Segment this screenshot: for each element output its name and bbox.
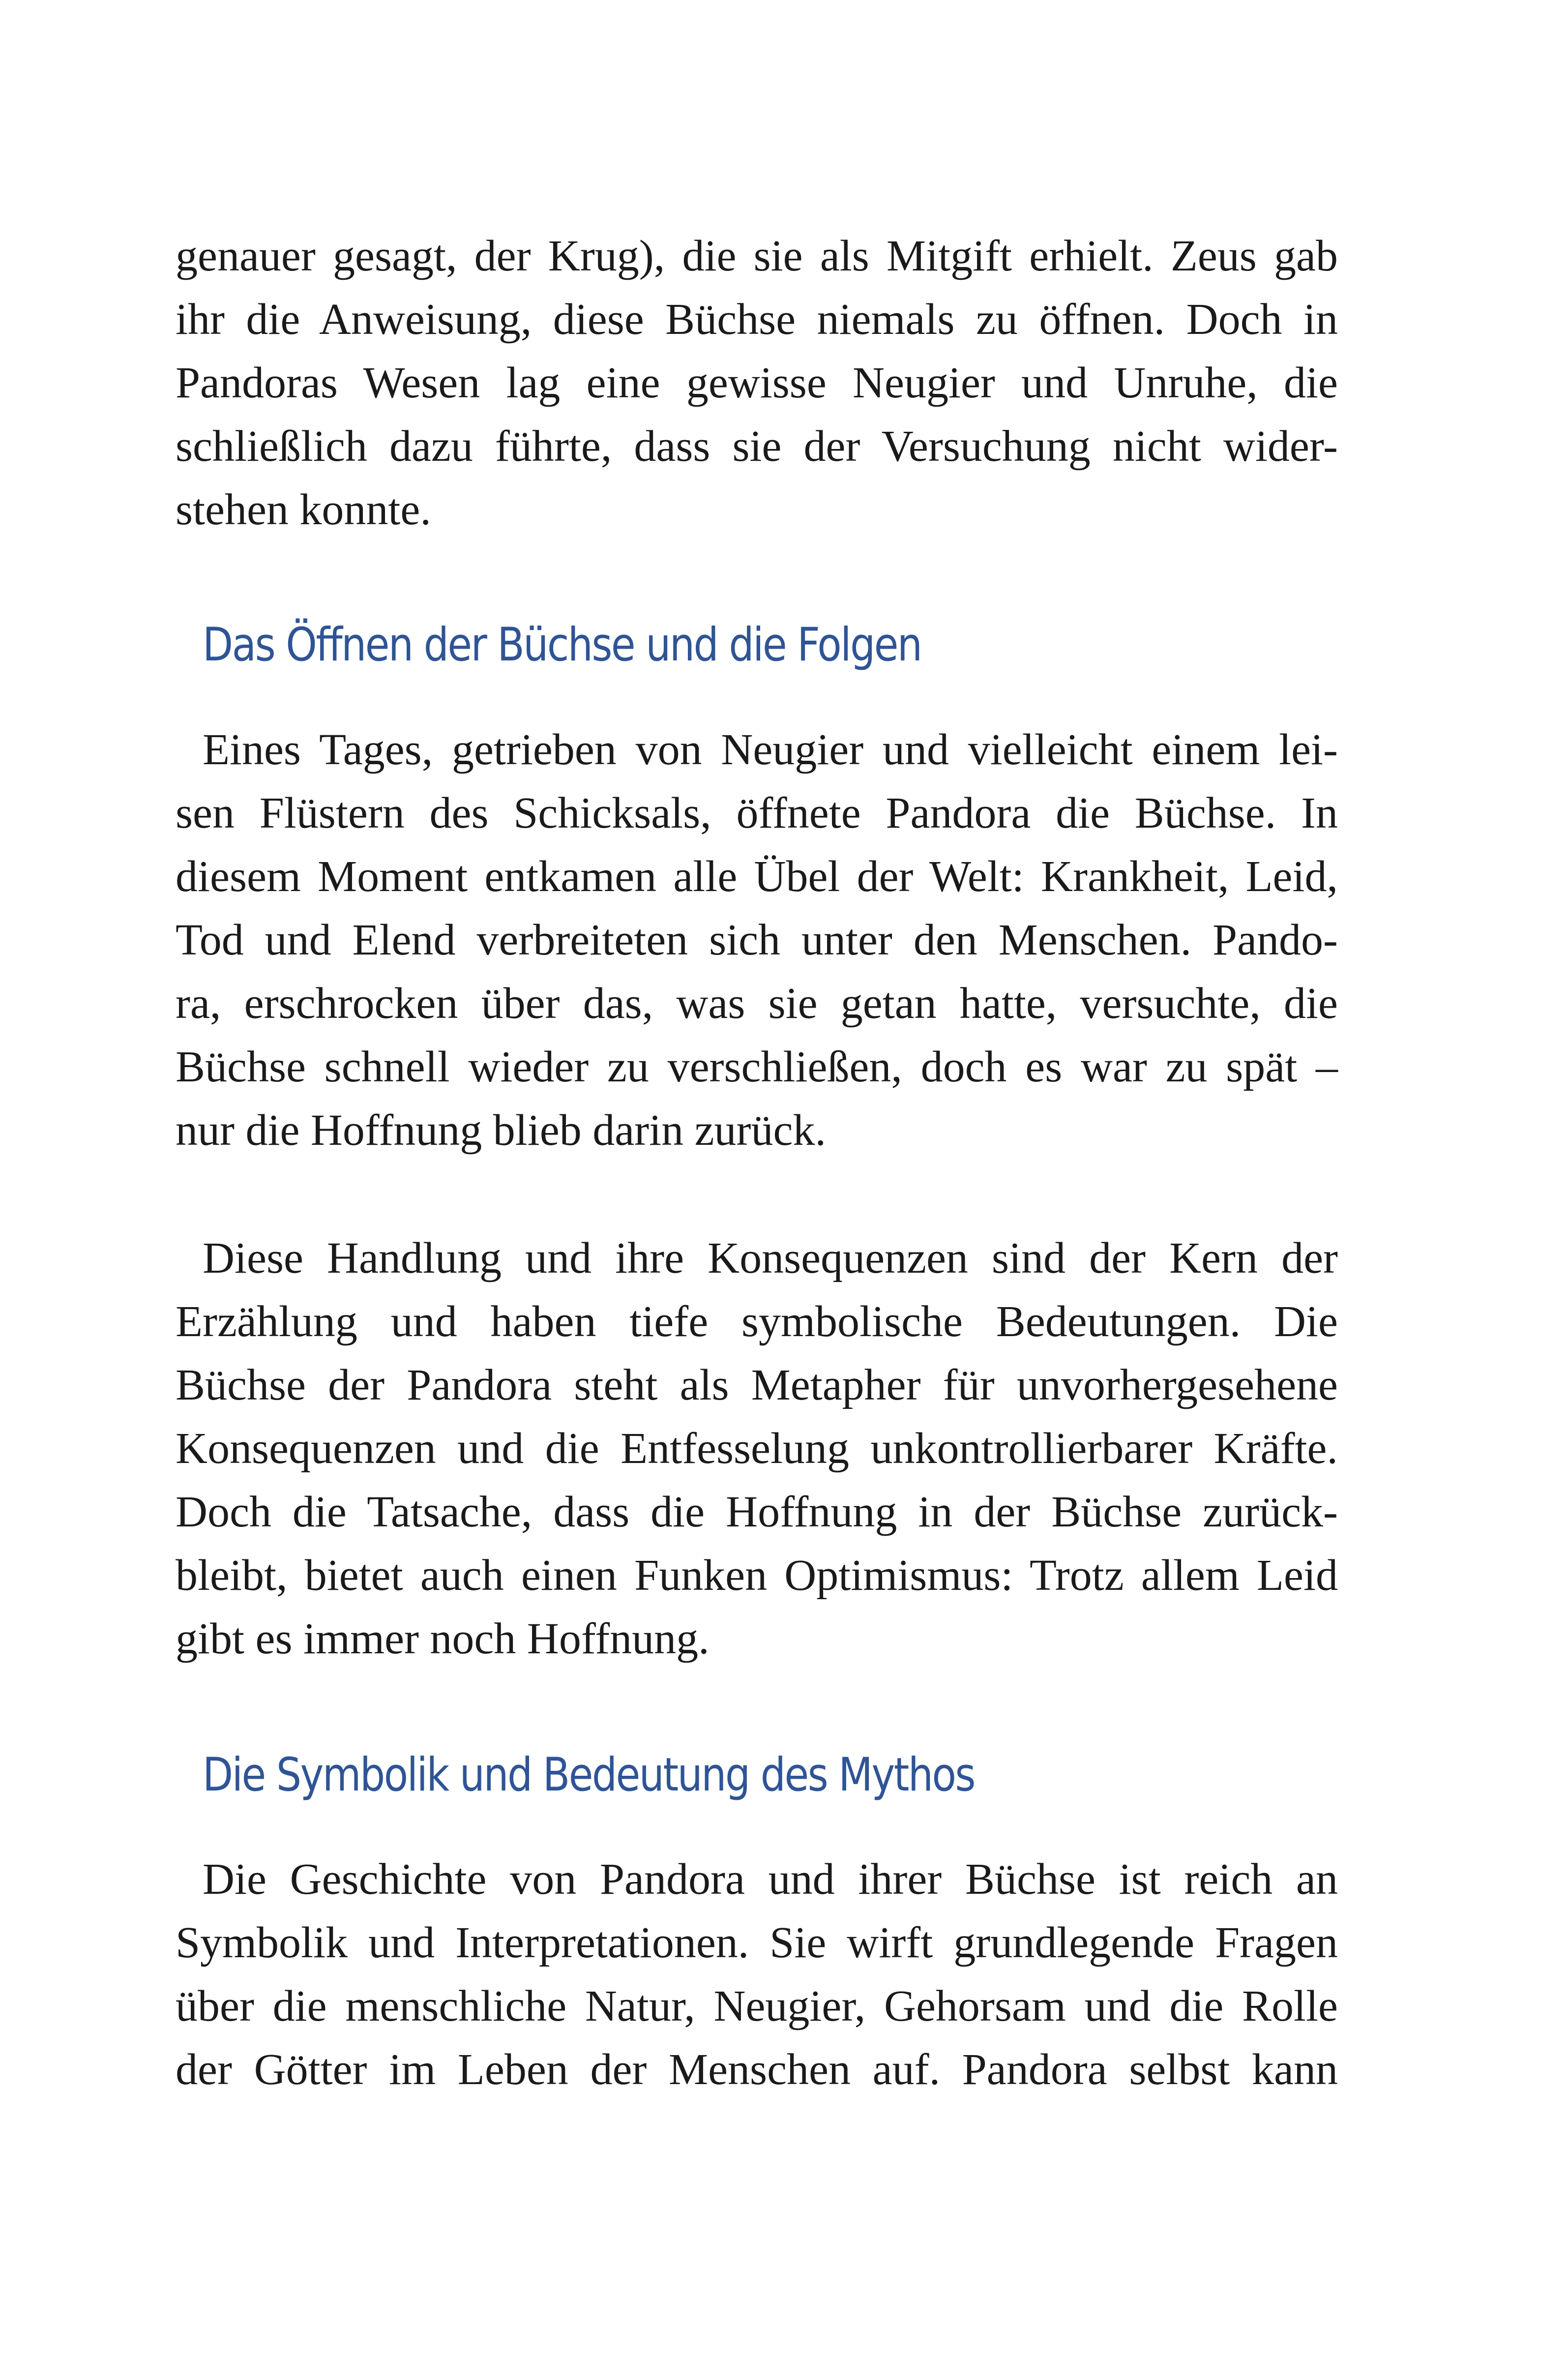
- text-line: Pandoras Wesen lag eine gewisse Neugier und Unruhe, die: [176, 358, 1338, 407]
- text-line: nur die Hoffnung blieb darin zurück.: [176, 1106, 826, 1155]
- text-line: sen Flüstern des Schicksals, öffnete Pandora die Büchse. In: [176, 789, 1338, 837]
- text-line: Tod und Elend verbreiteten sich unter den Menschen. Pando-: [176, 916, 1338, 964]
- text-line: diesem Moment entkamen alle Übel der Welt: Krankheit, Leid,: [176, 852, 1338, 901]
- text-line: ra, erschrocken über das, was sie getan hatte, versuchte, die: [176, 979, 1338, 1028]
- paragraph-1: [176, 224, 1338, 541]
- text-line: Eines Tages, getrieben von Neugier und vielleicht einem lei-: [203, 725, 1338, 774]
- text-line: gibt es immer noch Hoffnung.: [176, 1614, 710, 1663]
- text-line: bleibt, bietet auch einen Funken Optimismus: Trotz allem Leid: [176, 1551, 1338, 1600]
- text-line: Büchse schnell wieder zu verschließen, doch es war zu spät –: [176, 1043, 1338, 1091]
- text-line: Doch die Tatsache, dass die Hoffnung in der Büchse zurück-: [176, 1488, 1338, 1536]
- text-line: ihr die Anweisung, diese Büchse niemals zu öffnen. Doch in: [176, 295, 1338, 344]
- text-line: Die Geschichte von Pandora und ihrer Büchse ist reich an: [203, 1855, 1338, 1904]
- paragraph-4: [176, 1848, 1338, 2101]
- text-line: Symbolik und Interpretationen. Sie wirft grundlegende Fragen: [176, 1918, 1338, 1967]
- text-line: schließlich dazu führte, dass sie der Versuchung nicht wider-: [176, 422, 1338, 471]
- text-line: über die menschliche Natur, Neugier, Gehorsam und die Rolle: [176, 1982, 1338, 2030]
- paragraph-3: [176, 1226, 1338, 1671]
- section-heading-opening: Das Öffnen der Büchse und die Folgen: [203, 618, 921, 672]
- section-heading-symbolism: Die Symbolik und Bedeutung des Mythos: [203, 1748, 975, 1802]
- text-line: stehen konnte.: [176, 485, 431, 534]
- text-line: genauer gesagt, der Krug), die sie als Mitgift erhielt. Zeus gab: [176, 232, 1338, 280]
- text-line: Erzählung und haben tiefe symbolische Bedeutungen. Die: [176, 1297, 1338, 1346]
- text-line: Diese Handlung und ihre Konsequenzen sind der Kern der: [203, 1234, 1338, 1283]
- text-line: der Götter im Leben der Menschen auf. Pandora selbst kann: [176, 2045, 1338, 2094]
- paragraph-2: [176, 718, 1338, 1162]
- text-line: Konsequenzen und die Entfesselung unkontrollierbarer Kräfte.: [176, 1424, 1338, 1473]
- text-line: Büchse der Pandora steht als Metapher für unvorhergesehene: [176, 1361, 1338, 1409]
